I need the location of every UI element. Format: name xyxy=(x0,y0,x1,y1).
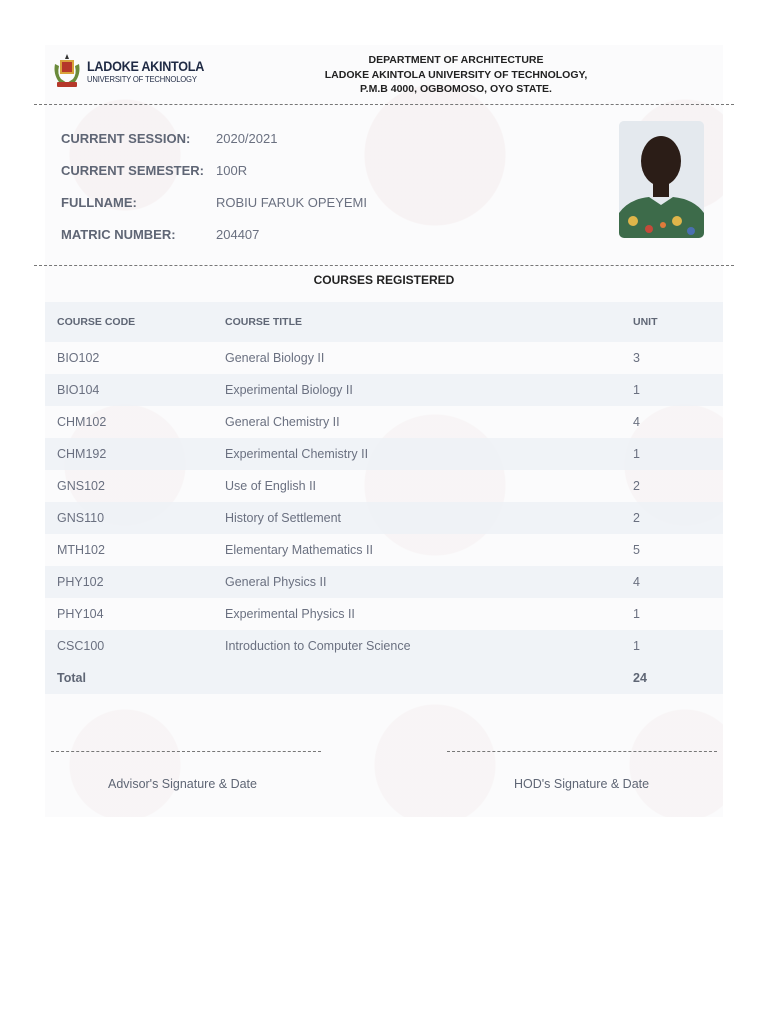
course-title: General Biology II xyxy=(225,351,325,365)
department-address xyxy=(285,53,627,97)
header-divider xyxy=(34,104,734,105)
header-unit: UNIT xyxy=(633,302,723,342)
crest-icon xyxy=(51,52,83,90)
course-unit: 2 xyxy=(633,502,723,534)
fullname-row xyxy=(61,186,367,218)
course-title: General Chemistry II xyxy=(225,415,340,429)
hod-signature-line xyxy=(447,751,717,752)
total-label: Total xyxy=(45,662,225,694)
university-address: P.M.B 4000, OGBOMOSO, OYO STATE. xyxy=(360,83,552,95)
matric-label: MATRIC NUMBER: xyxy=(61,226,176,242)
table-row xyxy=(45,502,723,534)
semester-row xyxy=(61,154,367,186)
department-name: DEPARTMENT OF ARCHITECTURE xyxy=(368,54,544,66)
course-code: BIO104 xyxy=(45,374,225,406)
table-row xyxy=(45,406,723,438)
course-code: CHM192 xyxy=(45,438,225,470)
session-label: CURRENT SESSION: xyxy=(61,130,191,146)
course-unit: 4 xyxy=(633,415,640,429)
total-units: 24 xyxy=(633,662,723,694)
course-unit: 5 xyxy=(633,543,640,557)
header-course-title: COURSE TITLE xyxy=(225,302,633,342)
table-row xyxy=(45,470,723,502)
course-code: BIO102 xyxy=(57,351,100,365)
advisor-signature-label: Advisor's Signature & Date xyxy=(108,777,257,791)
course-unit: 1 xyxy=(633,374,723,406)
fullname-value: ROBIU FARUK OPEYEMI xyxy=(216,194,367,210)
course-code: GNS102 xyxy=(57,479,105,493)
semester-label: CURRENT SEMESTER: xyxy=(61,162,205,178)
info-divider xyxy=(34,265,734,266)
total-spacer xyxy=(225,662,633,694)
table-row xyxy=(45,534,723,566)
course-unit: 1 xyxy=(633,630,723,662)
course-unit: 4 xyxy=(633,566,723,598)
course-title: History of Settlement xyxy=(225,502,633,534)
hod-signature-label: HOD's Signature & Date xyxy=(514,777,650,791)
table-row xyxy=(45,374,723,406)
course-title: Elementary Mathematics II xyxy=(225,543,373,557)
course-code: CHM102 xyxy=(57,415,107,429)
logo-university-name: LADOKE AKINTOLA xyxy=(87,57,205,74)
course-title: Experimental Biology II xyxy=(225,374,633,406)
logo-university-subtitle: UNIVERSITY OF TECHNOLOGY xyxy=(87,73,197,84)
table-row xyxy=(45,342,723,374)
fullname-label: FULLNAME: xyxy=(61,194,137,210)
course-code: GNS110 xyxy=(45,502,225,534)
advisor-signature-line xyxy=(51,751,321,752)
course-title: Experimental Physics II xyxy=(225,607,355,621)
session-row xyxy=(61,122,367,154)
total-row xyxy=(45,662,723,694)
university-name: LADOKE AKINTOLA UNIVERSITY OF TECHNOLOGY, xyxy=(324,68,588,81)
session-value: 2020/2021 xyxy=(216,130,278,146)
course-code: PHY104 xyxy=(57,607,104,621)
course-title: Experimental Chemistry II xyxy=(225,438,633,470)
course-unit: 1 xyxy=(633,438,723,470)
courses-title: COURSES REGISTERED xyxy=(313,273,455,287)
table-row xyxy=(45,630,723,662)
course-unit: 2 xyxy=(633,479,640,493)
course-title: General Physics II xyxy=(225,566,633,598)
document-header xyxy=(45,45,723,103)
matric-row xyxy=(61,218,367,250)
university-logo xyxy=(51,49,211,93)
course-title: Introduction to Computer Science xyxy=(225,630,633,662)
courses-table xyxy=(45,302,723,694)
table-row xyxy=(45,438,723,470)
course-code: MTH102 xyxy=(57,543,105,557)
student-photo xyxy=(619,121,704,238)
student-info xyxy=(61,122,367,250)
matric-value: 204407 xyxy=(216,226,260,242)
course-code: CSC100 xyxy=(45,630,225,662)
header-course-code: COURSE CODE xyxy=(45,302,225,342)
course-unit: 3 xyxy=(633,351,640,365)
semester-value: 100R xyxy=(216,162,248,178)
table-header-row xyxy=(45,302,723,342)
course-title: Use of English II xyxy=(225,479,317,493)
table-row xyxy=(45,566,723,598)
course-code: PHY102 xyxy=(45,566,225,598)
course-unit: 1 xyxy=(633,607,640,621)
table-row xyxy=(45,598,723,630)
